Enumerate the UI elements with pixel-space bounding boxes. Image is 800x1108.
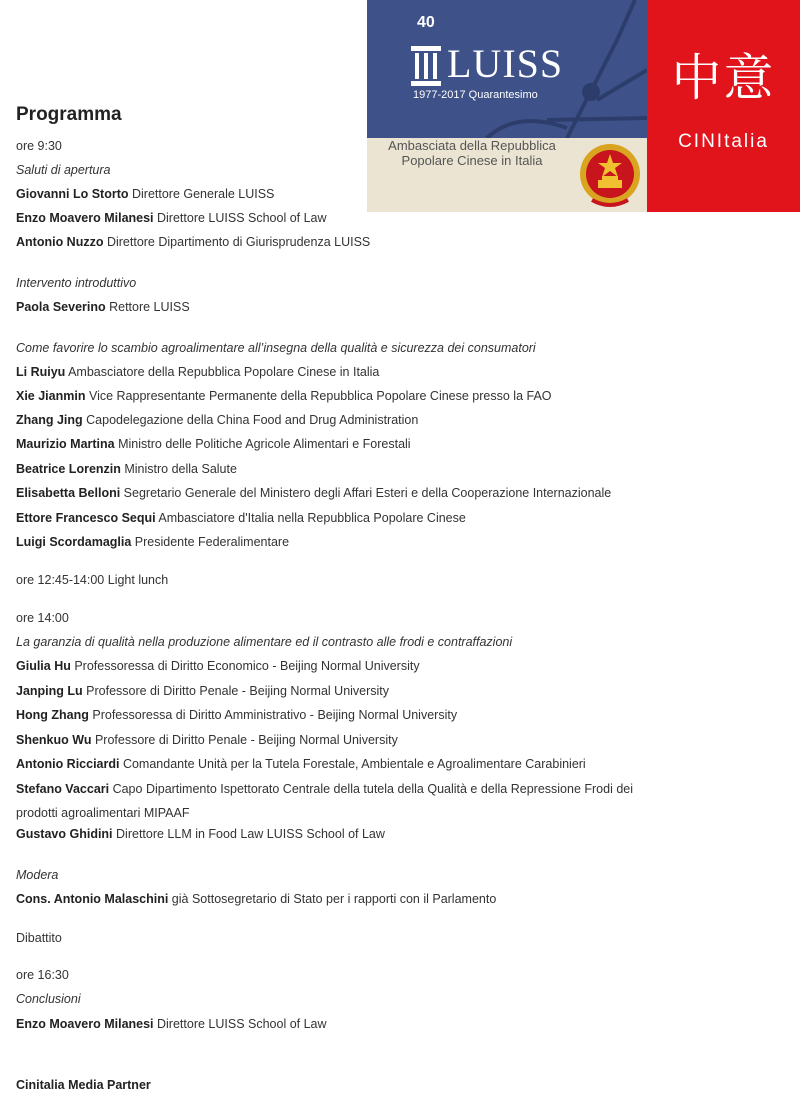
speaker-role: Ministro delle Politiche Agricole Alimentari e Forestali — [114, 437, 411, 451]
speaker-name: Stefano Vaccari — [16, 782, 110, 796]
program-line — [16, 707, 457, 723]
program-line — [16, 138, 62, 154]
program-line — [16, 991, 81, 1007]
speaker-role: Professoressa di Diritto Economico - Beijing Normal University — [70, 659, 420, 673]
program-line — [16, 930, 62, 946]
program-text: ore 12:45-14:00 Light lunch — [16, 573, 169, 587]
speaker-name: Maurizio Martina — [16, 437, 115, 451]
program-line — [16, 658, 420, 674]
program-line — [16, 412, 418, 428]
program-line — [16, 572, 168, 588]
speaker-name: Zhang Jing — [16, 413, 83, 427]
cinitalia-wordmark: CINItalia — [678, 131, 769, 152]
speaker-name: Janping Lu — [16, 684, 83, 698]
program-line — [16, 781, 633, 797]
program-line — [16, 340, 536, 356]
program-line — [16, 364, 379, 380]
program-line — [16, 826, 385, 842]
speaker-role: Presidente Federalimentare — [131, 535, 290, 549]
program-line — [16, 388, 552, 404]
program-line — [16, 756, 586, 772]
program-line — [16, 299, 190, 315]
program-line — [16, 186, 274, 202]
luiss-wordmark: LUISS — [447, 41, 564, 86]
speaker-name: Enzo Moavero Milanesi — [16, 211, 154, 225]
speaker-role: Rettore LUISS — [105, 300, 190, 314]
speaker-role: Ambasciatore della Repubblica Popolare Cinese in Italia — [65, 365, 380, 379]
speaker-name: Giovanni Lo Storto — [16, 187, 129, 201]
program-line — [16, 461, 237, 477]
program-line — [16, 534, 289, 550]
speaker-role: Ministro della Salute — [120, 462, 237, 476]
program-text: ore 14:00 — [16, 611, 69, 625]
speaker-name: Elisabetta Belloni — [16, 486, 121, 500]
speaker-name: Gustavo Ghidini — [16, 827, 113, 841]
program-text: Intervento introduttivo — [16, 276, 137, 290]
program-line — [16, 510, 466, 526]
program-line — [16, 634, 512, 650]
speaker-role: Professore di Diritto Penale - Beijing Normal University — [91, 733, 398, 747]
speaker-name: Hong Zhang — [16, 708, 89, 722]
speaker-name: Enzo Moavero Milanesi — [16, 1017, 154, 1031]
program-title: Programma — [16, 104, 122, 125]
embassy-panel — [367, 138, 647, 212]
speaker-role: Direttore LUISS School of Law — [153, 1017, 327, 1031]
program-text: Dibattito — [16, 931, 62, 945]
program-line — [16, 275, 136, 291]
speaker-name: Luigi Scordamaglia — [16, 535, 132, 549]
speaker-role: Professore di Diritto Penale - Beijing Normal University — [82, 684, 390, 698]
program-line — [16, 1016, 327, 1032]
program-text: Saluti di apertura — [16, 163, 111, 177]
luiss-logo — [407, 14, 567, 114]
program-text: Come favorire lo scambio agroalimentare all’insegna della qualità e sicurezza dei consumatori — [16, 341, 536, 355]
speaker-name: Antonio Ricciardi — [16, 757, 120, 771]
china-national-emblem-icon — [578, 140, 642, 210]
header-banner — [367, 0, 800, 212]
speaker-role: Direttore LLM in Food Law LUISS School of Law — [112, 827, 385, 841]
speaker-name: Cinitalia Media Partner — [16, 1078, 151, 1092]
program-line — [16, 732, 398, 748]
speaker-name: Cons. Antonio Malaschini — [16, 892, 169, 906]
speaker-name: Beatrice Lorenzin — [16, 462, 121, 476]
program-line — [16, 610, 69, 626]
speaker-role: Direttore Dipartimento di Giurisprudenza LUISS — [103, 235, 371, 249]
program-line — [16, 485, 611, 501]
speaker-role: Segretario Generale del Ministero degli Affari Esteri e della Cooperazione Internazionale — [120, 486, 612, 500]
embassy-line-2: Popolare Cinese in Italia — [401, 153, 543, 168]
embassy-line-1: Ambasciata della Repubblica — [388, 138, 556, 153]
program-line — [16, 210, 327, 226]
speaker-name: Ettore Francesco Sequi — [16, 511, 156, 525]
speaker-role: Direttore LUISS School of Law — [153, 211, 327, 225]
speaker-name: Paola Severino — [16, 300, 106, 314]
speaker-name: Antonio Nuzzo — [16, 235, 104, 249]
program-line — [16, 436, 411, 452]
speaker-name: Xie Jianmin — [16, 389, 86, 403]
program-line — [16, 967, 69, 983]
program-line — [16, 805, 189, 821]
program-text: ore 16:30 — [16, 968, 69, 982]
speaker-role: già Sottosegretario di Stato per i rapporti con il Parlamento — [168, 892, 497, 906]
program-line — [16, 867, 58, 883]
speaker-name: Giulia Hu — [16, 659, 71, 673]
luiss-subtitle: 1977-2017 Quarantesimo — [413, 89, 538, 101]
speaker-role: Ambasciatore d'Italia nella Repubblica Popolare Cinese — [155, 511, 466, 525]
luiss-logo-panel — [367, 0, 647, 138]
speaker-name: Li Ruiyu — [16, 365, 66, 379]
speaker-name: Shenkuo Wu — [16, 733, 92, 747]
speaker-role: Capo Dipartimento Ispettorato Centrale della tutela della Qualità e della Repressione Frodi dei — [109, 782, 634, 796]
program-line — [16, 1077, 151, 1093]
program-text: ore 9:30 — [16, 139, 62, 153]
program-line — [16, 683, 389, 699]
column-icon — [409, 46, 443, 86]
cinitalia-chinese-chars: 中意 — [671, 50, 776, 106]
program-text: Modera — [16, 868, 59, 882]
anniversary-forty: 40 — [417, 14, 435, 31]
program-line — [16, 234, 370, 250]
speaker-role: Direttore Generale LUISS — [128, 187, 275, 201]
cinitalia-logo-panel — [647, 0, 800, 212]
program-text: La garanzia di qualità nella produzione alimentare ed il contrasto alle frodi e contraffazioni — [16, 635, 513, 649]
embassy-text — [367, 138, 577, 168]
program-text: Conclusioni — [16, 992, 81, 1006]
speaker-role: Capodelegazione della China Food and Drug Administration — [82, 413, 419, 427]
program-line — [16, 891, 496, 907]
program-line — [16, 162, 111, 178]
program-text: prodotti agroalimentari MIPAAF — [16, 806, 190, 820]
speaker-role: Comandante Unità per la Tutela Forestale, Ambientale e Agroalimentare Carabinieri — [119, 757, 586, 771]
speaker-role: Professoressa di Diritto Amministrativo - Beijing Normal University — [88, 708, 458, 722]
speaker-role: Vice Rappresentante Permanente della Repubblica Popolare Cinese presso la FAO — [85, 389, 552, 403]
